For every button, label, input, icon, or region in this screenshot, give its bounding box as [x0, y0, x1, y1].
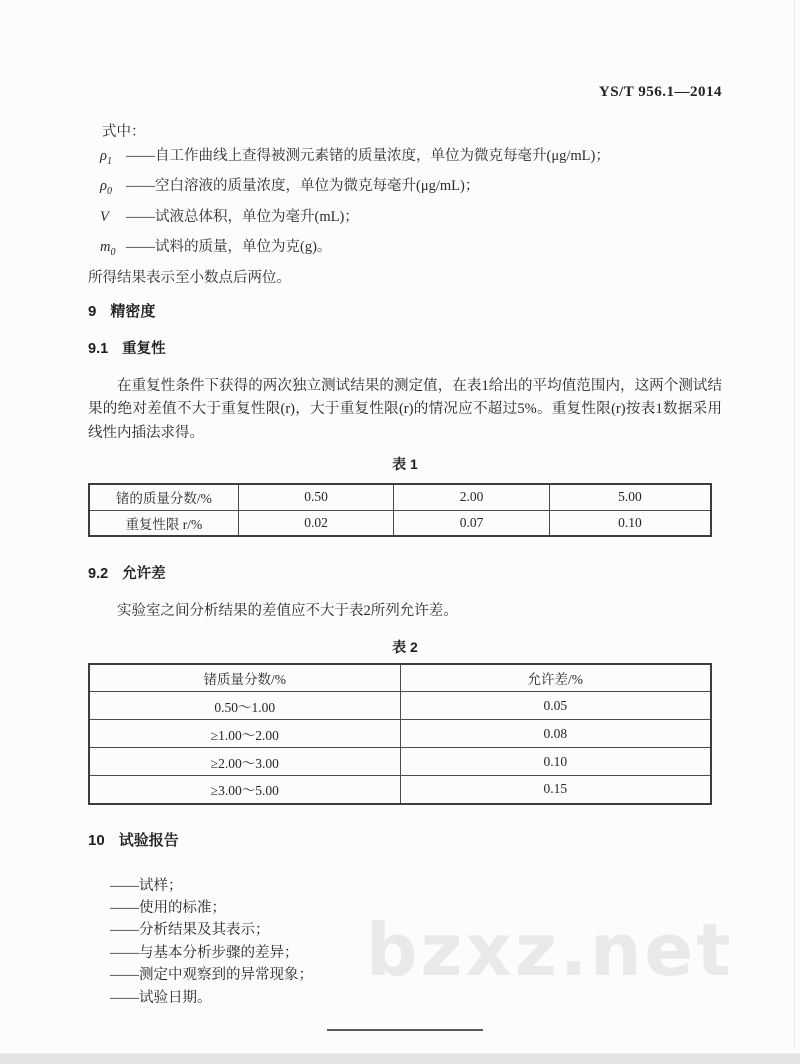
legend-symbol: $\rho_1$ — [100, 148, 112, 167]
section-9-1-heading — [88, 340, 722, 359]
table-2 — [88, 663, 712, 805]
table-row — [89, 510, 711, 536]
section-title: 试验报告 — [118, 831, 179, 849]
table-cell: ≥3.00～5.00 — [89, 776, 400, 804]
legend-item-rho1 — [100, 144, 722, 174]
section-title: 重复性 — [122, 340, 166, 357]
table-2-caption: 表 2 — [392, 638, 418, 655]
section-10-heading — [88, 831, 722, 851]
section-number: 9 — [88, 302, 97, 320]
formula-legend — [88, 120, 722, 290]
list-item: ——使用的标准； — [110, 899, 226, 916]
section-number: 9.1 — [88, 340, 109, 357]
section-9-heading — [88, 302, 722, 322]
legend-symbol: $m_0$ — [100, 239, 116, 259]
legend-item-rho0 — [100, 174, 722, 204]
table-cell: 锗的质量分数/% — [89, 484, 238, 510]
legend-desc: ——试料的质量，单位为克(g)。 — [126, 239, 332, 256]
table-cell: 0.10 — [549, 510, 711, 536]
table-cell: 5.00 — [549, 484, 711, 510]
formula-legend-intro: 式中： — [102, 124, 146, 140]
result-precision-note: 所得结果表示至小数点后两位。 — [88, 269, 291, 286]
legend-item-m0 — [100, 235, 722, 265]
tolerance-paragraph: 实验室之间分析结果的差值应不大于表2所列允许差。 — [117, 603, 458, 620]
table-cell: 0.08 — [400, 720, 711, 748]
section-9-2-heading — [88, 565, 722, 584]
section-title: 允许差 — [122, 566, 166, 583]
table-header-cell: 允许差/% — [400, 664, 711, 692]
list-item: ——试验日期。 — [110, 989, 212, 1006]
table-cell: 0.05 — [400, 692, 711, 720]
repeatability-paragraph: 在重复性条件下获得的两次独立测试结果的测定值，在表1给出的平均值范围内，这两个测试结果的绝对差值不大于重复性限(r)，大于重复性限(r)的情况应不超过5%。重复性限(r)按表1数据采用线性内插法求得。 — [88, 377, 722, 441]
legend-desc: ——试液总体积，单位为毫升(mL)； — [126, 208, 359, 225]
table-1 — [88, 483, 712, 537]
legend-item-v — [100, 205, 722, 235]
table-header-row — [89, 664, 711, 692]
table-cell: 0.07 — [394, 510, 550, 536]
table-row — [89, 720, 711, 748]
table-row — [89, 484, 711, 510]
list-item: ——试样； — [110, 877, 183, 894]
table-cell: ≥2.00～3.00 — [89, 748, 400, 776]
legend-symbol: $\rho_0$ — [100, 178, 112, 198]
legend-desc: ——空白溶液的质量浓度，单位为微克每毫升(μg/mL)； — [126, 178, 480, 195]
table-row — [89, 692, 711, 720]
table-cell: 0.10 — [400, 748, 711, 776]
table-cell: ≥1.00～2.00 — [89, 720, 400, 748]
watermark-text: bzxz.net — [366, 908, 734, 992]
table-cell: 重复性限 r/% — [89, 510, 238, 536]
table-cell: 2.00 — [394, 484, 550, 510]
list-item: ——测定中观察到的异常现象； — [110, 967, 313, 984]
table-1-caption: 表 1 — [392, 456, 418, 473]
table-header-cell: 锗质量分数/% — [89, 664, 400, 692]
section-number: 10 — [88, 831, 105, 849]
section-title: 精密度 — [110, 302, 156, 320]
test-report-list — [110, 875, 722, 1009]
table-cell: 0.15 — [400, 776, 711, 804]
legend-symbol: V — [100, 208, 109, 225]
section-number: 9.2 — [88, 566, 109, 583]
table-row — [89, 748, 711, 776]
legend-desc: ——自工作曲线上查得被测元素锗的质量浓度，单位为微克每毫升(μg/mL)； — [126, 148, 610, 164]
table-cell: 0.50～1.00 — [89, 692, 400, 720]
table-cell: 0.02 — [238, 510, 394, 536]
end-of-document-line — [327, 1029, 483, 1031]
list-item: ——与基本分析步骤的差异； — [110, 944, 299, 961]
list-item: ——分析结果及其表示； — [110, 922, 270, 939]
table-row — [89, 776, 711, 804]
table-cell: 0.50 — [238, 484, 394, 510]
standard-code-header: YS/T 956.1—2014 — [598, 84, 722, 100]
